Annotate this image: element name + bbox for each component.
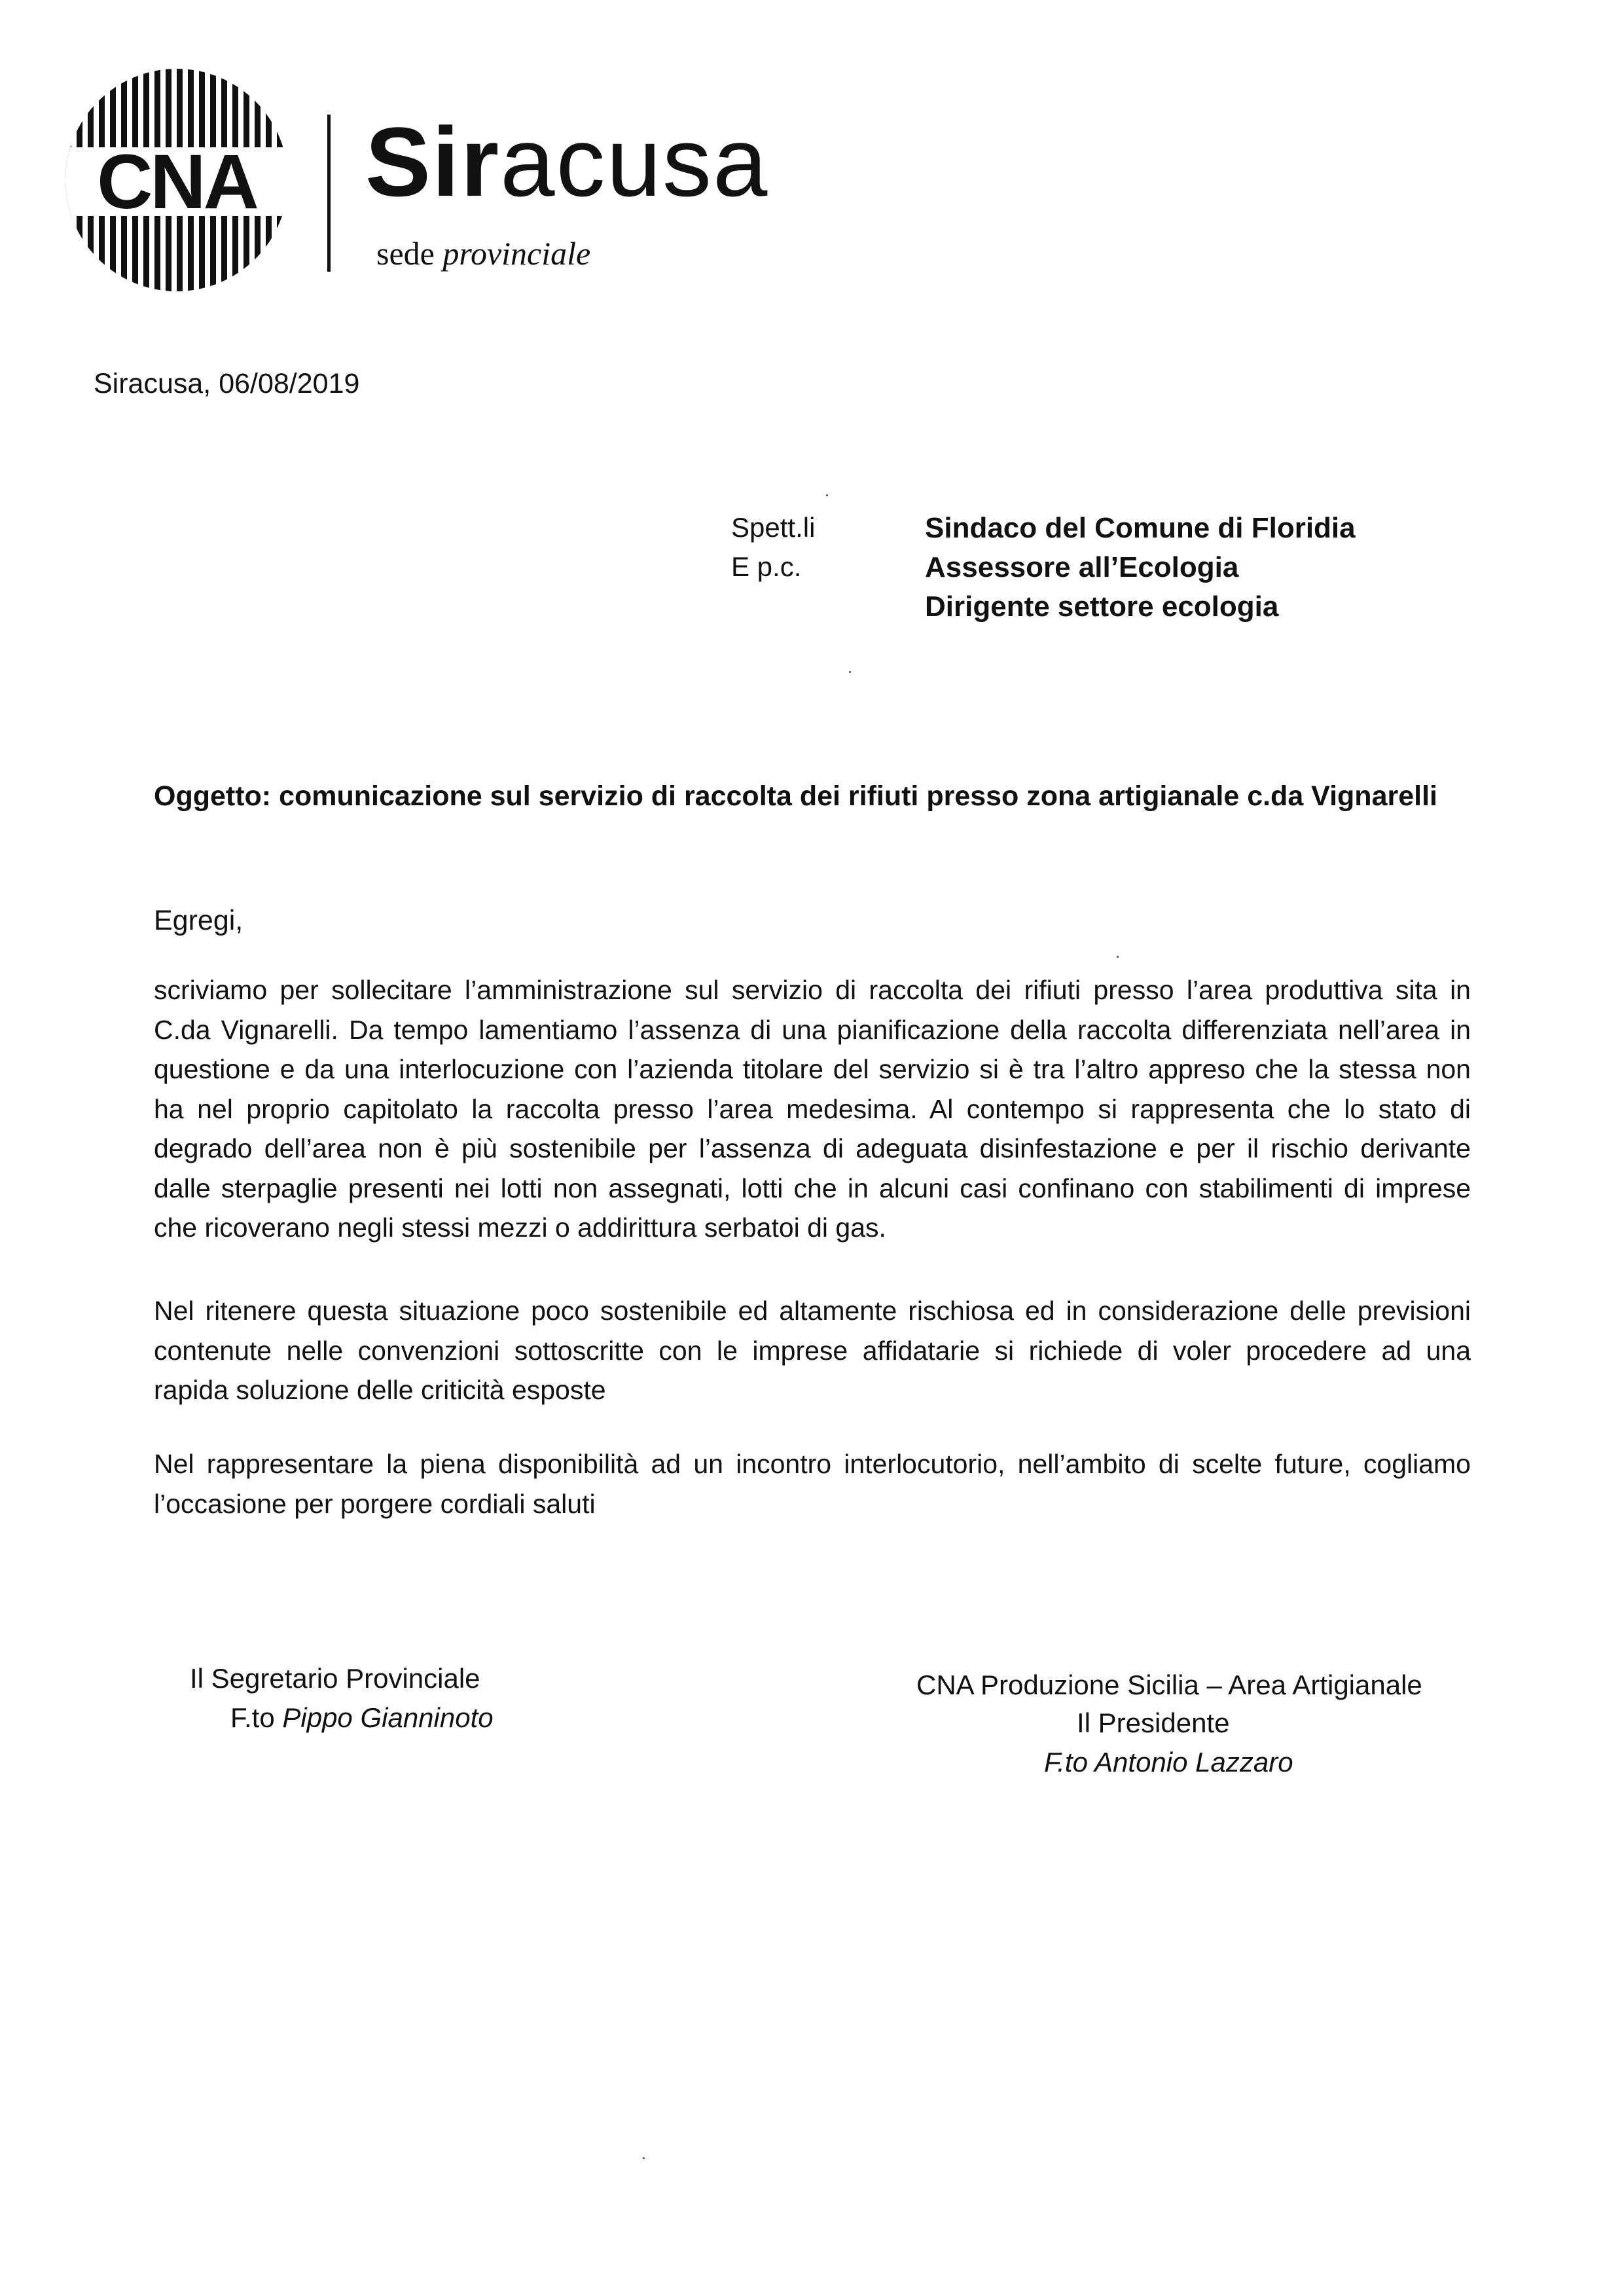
scan-speck (1117, 956, 1119, 958)
letterhead-city-bold: Sir (365, 107, 501, 217)
letterhead-city-light: acusa (500, 107, 769, 217)
signature-left-role: Il Segretario Provinciale (190, 1663, 480, 1694)
signature-left-person: Pippo Gianninoto (282, 1702, 494, 1733)
letterhead-subtitle-regular: sede (376, 235, 443, 272)
recipient-label-epc: E p.c. (731, 551, 802, 582)
body-paragraph-1 (154, 970, 1471, 1248)
body-paragraph-1-line: C.da Vignarelli. Da tempo lamentiamo l’assenza di una pianificazione della raccolta differenziata nell’area in (154, 1014, 1471, 1045)
recipient-name-dirigente: Dirigente settore ecologia (925, 591, 1279, 623)
body-paragraph-3-line: Nel rappresentare la piena disponibilità ad un incontro interlocutorio, nell’ambito di scelte future, cogliamo (154, 1449, 1471, 1479)
body-paragraph-1-line: questione e da una interlocuzione con l’azienda titolare del servizio si è tra l’altro appreso che la stessa non (154, 1054, 1471, 1084)
letterhead-subtitle (376, 237, 590, 270)
body-paragraph-2-line: Nel ritenere questa situazione poco sostenibile ed altamente rischiosa ed in considerazione delle previsioni (154, 1296, 1471, 1326)
letterhead-city (365, 107, 769, 217)
date-line: Siracusa, 06/08/2019 (94, 368, 360, 399)
body-paragraph-1-line: ha nel proprio capitolato la raccolta presso l’area medesima. Al contempo si rappresenta che lo stato di (154, 1093, 1471, 1124)
signature-left-name (230, 1704, 494, 1732)
body-paragraph-2 (154, 1291, 1471, 1410)
subject-line: Oggetto: comunicazione sul servizio di raccolta dei rifiuti presso zona artigianale c.da Vignarelli (154, 780, 1437, 812)
body-paragraph-3 (154, 1444, 1471, 1523)
logo-text: CNA (97, 139, 257, 225)
body-paragraph-3-line: l’occasione per porgere cordiali saluti (154, 1488, 596, 1519)
body-paragraph-1-line: dalle sterpaglie presenti nei lotti non assegnati, lotti che in alcuni casi confinano con stabilimenti di imprese (154, 1173, 1471, 1203)
body-paragraph-2-line: contenute nelle convenzioni sottoscritte con le imprese affidatarie si richiede di voler procedere ad una (154, 1335, 1471, 1366)
recipient-name-assessore: Assessore all’Ecologia (925, 551, 1239, 583)
body-paragraph-1-line: che ricoverano negli stessi mezzi o addirittura serbatoi di gas. (154, 1212, 886, 1243)
greeting: Egregi, (154, 905, 243, 936)
signature-right-name: F.to Antonio Lazzaro (1044, 1747, 1293, 1777)
cna-logo (62, 65, 291, 295)
signature-right-role: Il Presidente (1077, 1707, 1230, 1738)
letterhead-divider (327, 115, 331, 272)
signature-right-org: CNA Produzione Sicilia – Area Artigianale (916, 1669, 1422, 1700)
scan-speck (826, 494, 828, 496)
letterhead-subtitle-italic: provinciale (442, 235, 591, 272)
recipient-label-spettli: Spett.li (731, 512, 816, 543)
signature-left-prefix: F.to (230, 1702, 283, 1733)
body-paragraph-1-line: scriviamo per sollecitare l’amministrazione sul servizio di raccolta dei rifiuti presso l’area produttiva sita in (154, 975, 1471, 1005)
scan-speck (849, 671, 851, 673)
scan-speck (643, 2157, 645, 2159)
body-paragraph-2-line: rapida soluzione delle criticità esposte (154, 1375, 606, 1405)
recipient-name-sindaco: Sindaco del Comune di Floridia (925, 512, 1356, 544)
body-paragraph-1-line: degrado dell’area non è più sostenibile per l’assenza di adeguata disinfestazione e per il rischio derivante (154, 1133, 1471, 1163)
